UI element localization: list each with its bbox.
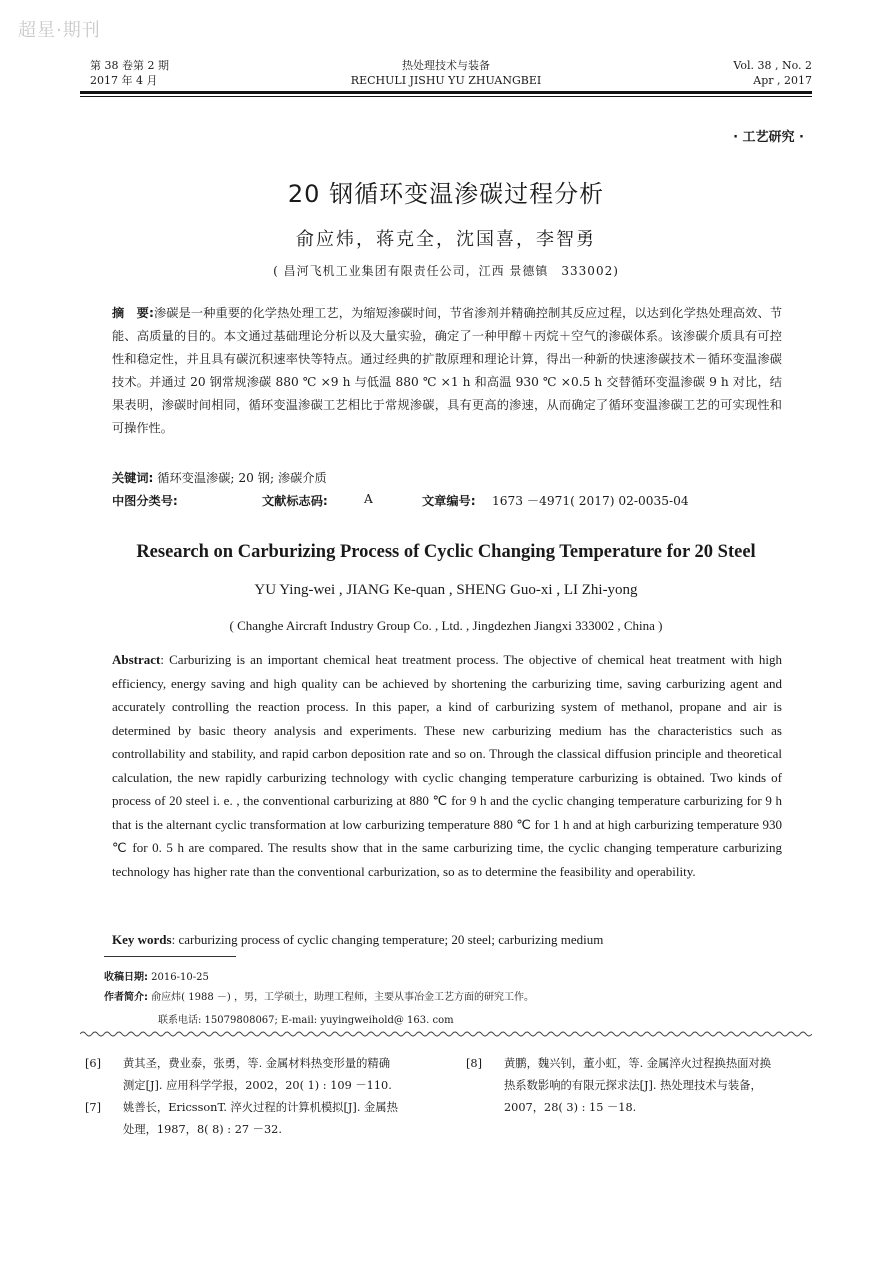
keywords-cn-label: 关键词: [112, 471, 154, 485]
reference-text-line: 测定[J]. 应用科学学报，2002，20( 1) : 109 －110. [123, 1079, 392, 1092]
header-rule-thin [80, 96, 812, 97]
affiliation-cn: ( 昌河飞机工业集团有限责任公司，江西 景德镇 333002) [273, 264, 619, 278]
reference-text-line: 黄其圣，费业泰，张勇，等. 金属材料热变形量的精确 [123, 1057, 391, 1070]
article-title-cn: 20 钢循环变温渗碳过程分析 [287, 180, 605, 208]
header-date: 2017 年 4 月 [90, 74, 158, 87]
wavy-divider [80, 1030, 812, 1038]
affiliation-en: ( Changhe Aircraft Industry Group Co. , Ltd. , Jingdezhen Jiangxi 333002 , China ) [229, 618, 663, 633]
header-volume-en [733, 58, 812, 88]
reference-text-line: 处理，1987，8( 8) : 27 －32. [123, 1123, 282, 1136]
reference-text-line: 黄鹏，魏兴钊，董小虹，等. 金属淬火过程换热面对换 [504, 1057, 772, 1070]
watermark-logo: 超星·期刊 [18, 20, 101, 41]
header-volume: 第 38 卷第 2 期 [90, 59, 169, 72]
article-title-en: Research on Carburizing Process of Cyclic Changing Temperature for 20 Steel [136, 542, 756, 562]
article-no-label: 文章编号: [422, 494, 476, 508]
received-value: 2016-10-25 [148, 972, 209, 983]
authors-en: YU Ying-wei , JIANG Ke-quan , SHENG Guo-xi , LI Zhi-yong [254, 582, 638, 598]
bio-value: 俞应炜( 1988 －) ，男，工学硕士，助理工程师，主要从事冶金工艺方面的研究工作。 [148, 992, 534, 1003]
doc-code-value: A [364, 492, 373, 506]
header-vol-no: Vol. 38 , No. 2 [733, 59, 812, 72]
keywords-en-text: : carburizing process of cyclic changing temperature; 20 steel; carburizing medium [171, 932, 604, 947]
article-no-value: 1673 －4971( 2017) 02-0035-04 [492, 494, 689, 508]
footnote-author-bio [104, 991, 534, 1005]
abstract-cn-label: 摘 要: [112, 306, 154, 320]
abstract-en [112, 648, 782, 883]
doc-code-label: 文献标志码: [262, 494, 328, 508]
keywords-en-label: Key words [112, 932, 172, 947]
keywords-cn-text: 循环变温渗碳; 20 钢; 渗碳介质 [153, 471, 327, 485]
header-date-en: Apr , 2017 [753, 74, 812, 87]
reference-number: [6] [85, 1057, 102, 1070]
header-journal-name [300, 58, 592, 88]
abstract-en-text: : Carburizing is an important chemical heat treatment process. The objective of chemical heat treatment with high efficiency, energy saving and high quality can be achieved by shortening the carburizing time, saving carburizing agent and accurately controlling the reaction process. In this paper, a kind of carburizing system of methanol, propane and air is determined by basic theory analysis and experiments. These new carburizing medium has the characteristics such as controllability and stability, and rapid carbon deposition rate and so on. Through the classical diffusion principle and theoretical calculation, the new rapidly carburizing technology with cyclic changing temperature carburizing is obtained. Two kinds of process of 20 steel i. e. , the conventional carburizing at 880 ℃ for 9 h and the cyclic changing temperature carburizing for 9 h that is the alternant cyclic transformation at low carburizing temperature 880 ℃ for 1 h and at high carburizing temperature 930 ℃ for 0. 5 h are compared. The results show that in the same carburizing time, the cyclic changing temperature carburizing technology has higher rate than the conventional carburization, so as to determine the feasibility and operability. [112, 652, 782, 879]
header-issue-info [90, 58, 169, 88]
abstract-en-label: Abstract [112, 652, 161, 667]
authors-cn: 俞应炜，蒋克全，沈国喜，李智勇 [296, 229, 596, 250]
section-tag: · 工艺研究 · [733, 130, 804, 145]
reference-text-line: 2007，28( 3) : 15 －18. [504, 1101, 637, 1114]
received-label: 收稿日期: [104, 972, 148, 983]
bio-label: 作者简介: [104, 992, 148, 1003]
header-journal-cn: 热处理技术与装备 [402, 59, 490, 72]
header-journal-pinyin: RECHULI JISHU YU ZHUANGBEI [350, 74, 542, 87]
footnote-rule [104, 956, 236, 957]
abstract-cn-text: 渗碳是一种重要的化学热处理工艺，为缩短渗碳时间，节省渗剂并精确控制其反应过程，以达到化学热处理高效、节能、高质量的目的。本文通过基础理论分析以及大量实验，确定了一种甲醇＋丙烷＋空气的渗碳体系。该渗碳介质具有可控性和稳定性，并且具有碳沉积速率快等特点。通过经典的扩散原理和理论计算，得出一种新的快速渗碳技术－循环变温渗碳技术。并通过 20 钢常规渗碳 880 ℃ ×9 h 与低温 880 ℃ ×1 h 和高温 930 ℃ ×0.5 h 交替循环变温渗碳 9 h 对比，结果表明，渗碳时间相同，循环变温渗碳工艺相比于常规渗碳，具有更高的渗速，从而确定了循环变温渗碳工艺的可实现性和可操作性。 [112, 306, 783, 435]
reference-number: [8] [466, 1057, 483, 1070]
reference-text-line: 热系数影响的有限元探求法[J]. 热处理技术与装备， [504, 1079, 762, 1092]
header-rule-thick [80, 91, 812, 94]
clc-label: 中图分类号: [112, 494, 178, 508]
keywords-cn [112, 469, 327, 486]
keywords-en [112, 932, 603, 948]
reference-text-line: 姚善长，EricssonT. 淬火过程的计算机模拟[J]. 金属热 [123, 1101, 398, 1114]
reference-number: [7] [85, 1101, 102, 1114]
footnote-received [104, 971, 209, 985]
footnote-contact: 联系电话: 15079808067; E-mail: yuyingweihold@ 163. com [158, 1015, 454, 1026]
abstract-cn [112, 302, 782, 440]
